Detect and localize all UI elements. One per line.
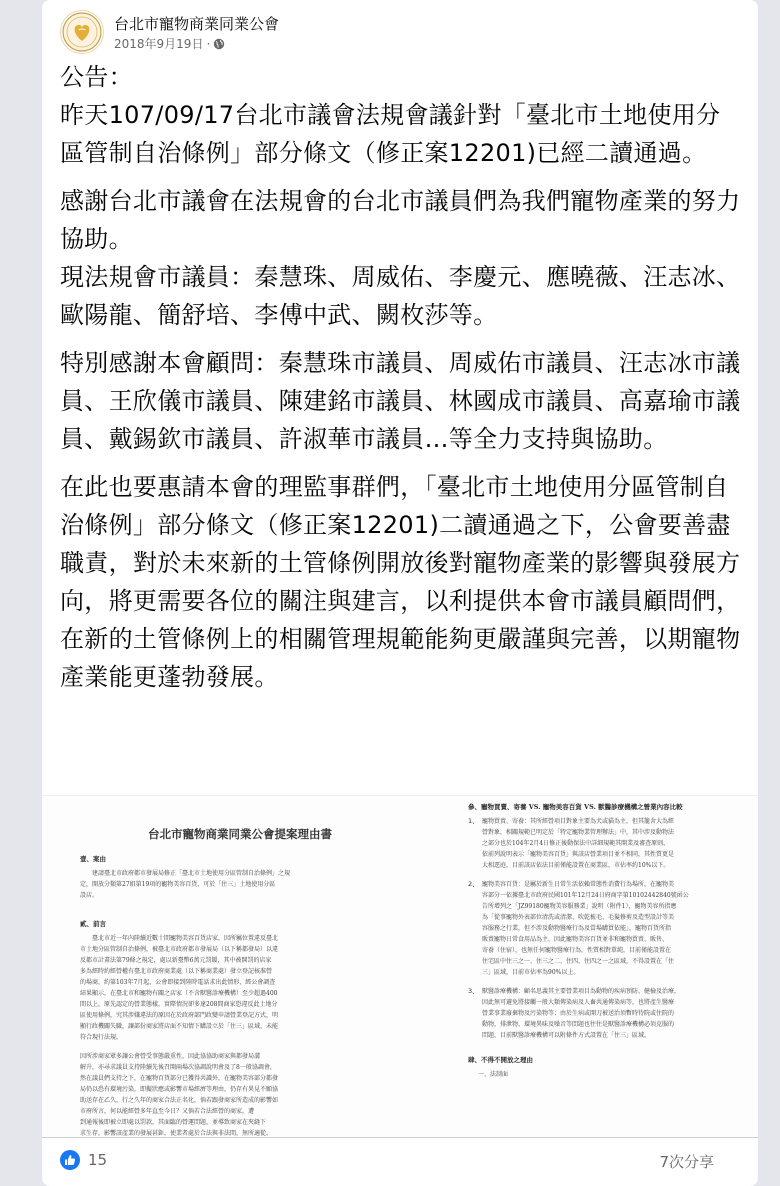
document-section-heading: 肆、不得不開放之理由 (468, 1056, 533, 1064)
association-logo-heart-icon (61, 11, 103, 53)
page-avatar[interactable] (60, 10, 104, 54)
document-item (468, 879, 748, 978)
document-section-heading: 參、寵物買賣、寄養 VS. 寵物美容百貨 VS. 獸醫診療機構之營業內容比較 (468, 803, 683, 811)
document-line: 符合現行法規。 (80, 1034, 123, 1041)
post-body (60, 58, 744, 706)
post-footer (42, 1137, 758, 1186)
post-header (60, 10, 720, 54)
document-line: 販賣寵物日常食用品為主，因此寵物美容百貨並非和寵物買賣、販售、 (482, 936, 669, 943)
document-line: 助送存在乙久，行之久年的商家合法正名化，倘若跟發商家所造成的影響如 (80, 1097, 279, 1104)
document-page-left (80, 826, 400, 1137)
document-line: 到通報後即被立即處以罰款，其面臨的營運問題，並導致商家在夾縫下 (80, 1119, 267, 1126)
document-page-right (468, 802, 748, 1080)
thumbs-up-icon (64, 1154, 76, 1166)
document-item (468, 816, 748, 871)
document-line: 大相逕庭，目前該店依法目前僅能設置在商業區，市佔率約10%以下。 (482, 862, 670, 869)
document-line: 建請臺北市政府都市發展局修正「臺北市土地使用分區管制自治條例」之規 (92, 870, 291, 877)
document-item-number: 2、 (468, 880, 479, 888)
post-paragraph: 特別感謝本會顧問：秦慧珠市議員、周威佑市議員、汪志冰市議員、王欣儀市議員、陳建銘市議員、林國成市議員、高嘉瑜市議員、戴錫欽市議員、許淑華市議員…等全力支持與協助。 (60, 349, 741, 453)
document-line: 設店。 (80, 892, 99, 899)
document-section-body (80, 868, 400, 901)
post-paragraph: 公告： 昨天107/09/17台北市議會法規會議針對「臺北市土地使用分區管制自治條例」部分條文（修正案12201)已經二讀通過。 (60, 63, 721, 167)
document-line: 為「從事寵物外表部位清洗或清潔、吹乾梳毛、毛髮修剪及造型設計等美 (482, 914, 675, 921)
document-line: 容服務之行業，但不涉及動物醫療行為及當場購買依能」，寵物百貨所指 (482, 925, 672, 932)
document-line: 因此無可避免將接觸一般大類傳染病及人畜共通傳染病等，也將產生醫療 (482, 999, 675, 1006)
document-line: 寵物買賣、寄養：其所經營項目對象主要為犬或貓為主，但其籠舍大為經 (482, 818, 675, 825)
document-line: 寵物美容百貨：是屬於新生日常生活依賴常態性消費行為場所，在寵物美 (482, 881, 675, 888)
document-line: 市府所言，何以能經營多年直至今日？又倘若合法經營的商家，遭 (80, 1108, 255, 1115)
document-line: 的場商，約第103年7月起，公會即接到陸時電話求出此情形，經公會調查 (80, 979, 276, 986)
document-line: 之部分也於104年2月4日修正後動保法中詳細規範其開業及審查原則， (482, 840, 670, 847)
document-line: 三」區域，目前市佔率為90%以上。 (482, 969, 580, 976)
document-line: 依前列說明表示「寵物美容百貨」與該店營業項目並不相同，其性質更是 (482, 851, 675, 858)
document-line: 然在議員們支持之下，在寵物百貨部分已獲得共識外，在寵物美容部分都發 (80, 1075, 279, 1082)
globe-icon (213, 38, 225, 50)
document-line (80, 1043, 400, 1051)
document-line: 解升，亦尋求議員支持陸續先後召開兩場次協調說明會及了8一般協調會， (80, 1064, 276, 1071)
document-line: 結果顯示，在臺北市和寵物有關之店家（不含獸醫診療機構）至少超過400 (80, 990, 278, 997)
document-item-list (468, 816, 748, 1041)
document-line: 求生存，影響該產業的發展甚鉅，使業者處於合法與非法間，無所適從。 (80, 1130, 273, 1137)
document-line: 局仍以恐有環境污染，即擬狀應或影響市場經濟等理由，仍存有異見不願協 (80, 1086, 279, 1093)
post-paragraph: 感謝台北市議會在法規會的台北市議員們為我們寵物產業的努力協助。 現法規會市議員：秦慧珠、周威佑、李慶元、應曉薇、汪志冰、歐陽龍、簡舒培、李傅中武、闕枚莎等。 (60, 187, 741, 329)
document-line: 臺北市近一年內陸續近數十間寵物美容百貨店家，因所屬位置違反臺北 (92, 935, 279, 942)
post-card (42, 0, 758, 1186)
document-line: 住宅區中住三之一、住三之二、住四、住四之一之區域，不得設置在「住 (482, 958, 675, 965)
document-line: 獸醫診療機構：顧名思義其主要營業項目為動物的疾病預防、健檢及治療， (482, 988, 681, 995)
reaction-count[interactable]: 15 (88, 1151, 108, 1169)
document-line: 反都市計畫法第79條之規定，處以新臺幣6萬元罰鍰，其中被開罰的店家 (80, 957, 272, 964)
document-line: 營業事業廢棄物及污染物等；由於生病或開刀被送治須暫時待院或住院的 (482, 1010, 675, 1017)
post-date[interactable]: 2018年9月19日 (114, 37, 204, 51)
document-title: 台北市寵物商業同業公會提案理由書 (148, 827, 332, 841)
document-line: 告所增列之「JZ99180寵物美容服務業」說明（附件1），寵物美容所指應 (482, 903, 677, 910)
meta-separator: · (206, 36, 211, 51)
document-item-number: 3、 (468, 987, 479, 995)
document-item (468, 986, 748, 1041)
document-line: 定，開放分類第27組第19項的寵物美容百貨，可於「住三」土地使用分區 (80, 881, 276, 888)
document-line: 顯行政機關失職，讓部份商家將店面不知情下購設立於「住三」區域，未能 (80, 1023, 279, 1030)
post-paragraph: 在此也要惠請本會的理監事群們，「臺北市土地使用分區管制自治條例」部分條文（修正案12201)二讀通過之下，公會要善盡職責，對於未來新的土管條例開放後對寵物產業的影響與發展方向，將更需要各位的關注與建言，以利提供本會市議員顧問們，在新的土管條例上的相關管理規範能夠更嚴謹與完善，以期寵物產業能更蓬勃發展。 (60, 473, 741, 691)
document-section-body (80, 933, 400, 1137)
page-name[interactable]: 台北市寵物商業同業公會 (114, 15, 280, 33)
document-line: 動物，排泄物、環境異味及噪音等問題也往往是獸醫診療機構必須克服的 (482, 1021, 675, 1028)
attached-document-image[interactable] (42, 795, 758, 1137)
document-section-heading: 壹、案由 (80, 855, 106, 863)
document-subheading: 一、法制面 (478, 1071, 509, 1078)
share-count[interactable]: 7次分享 (659, 1153, 714, 1171)
document-line: 營對象，相關規範已明定於「特定寵物業管理辦法」中，其中涉及動物法 (482, 829, 675, 836)
document-section-heading: 貳、前言 (80, 920, 106, 928)
document-line: 間以上，原先認定的營業態樣，實際情況卻多達208間商家恐違反此土地分 (80, 1001, 278, 1008)
document-line: 區使用條例，究其涉嫌違法的原因在於政府部門政變申請營業登記方式，明 (80, 1012, 279, 1019)
post-meta (114, 35, 225, 52)
document-line: 寄養（住宿），也無任何寵物醫療行為，性質相對單純，目前僅能設置在 (482, 947, 672, 954)
document-item-number: 1、 (468, 817, 479, 825)
document-line: 問題，目前獸醫診療機構可以附條件方式設置在「住三」區域。 (482, 1032, 651, 1039)
document-line: 容部分一依據臺北市政府民國101年12月24日府商字第10102442840號函公 (482, 892, 689, 899)
document-line: 多為經時約經營權有臺北市政府商業處（以下稱商業處）發立登記核准營 (80, 968, 273, 975)
document-line: 市土地分區管制自治條例，被臺北市政府都市發展局（以下稱都發局）以違 (80, 946, 279, 953)
reaction-badge[interactable] (60, 1150, 80, 1170)
document-line: 因所涉商家眾多讓公會營受事態嚴重性，因此協協助商家與都發局溝 (80, 1053, 261, 1060)
